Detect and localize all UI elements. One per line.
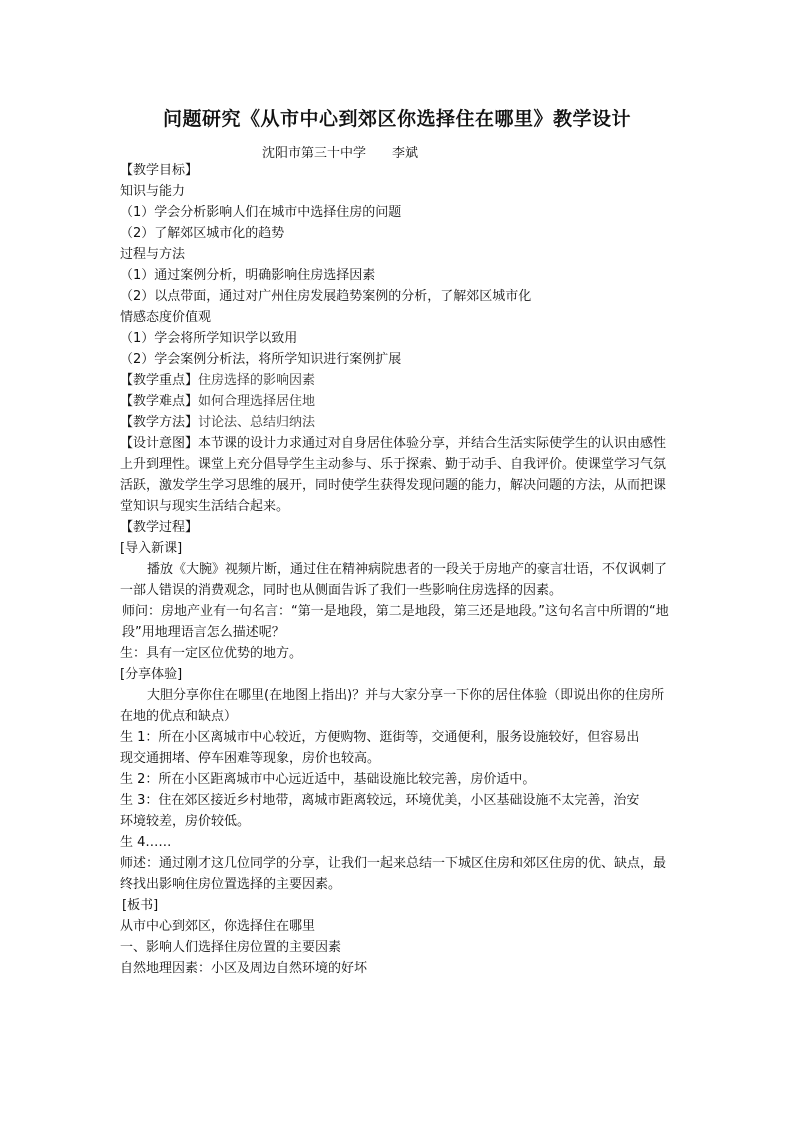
document-title: 问题研究《从市中心到郊区你选择住在哪里》教学设计 — [162, 108, 631, 130]
attitude-item-2: （2）学会案例分析法，将所学知识进行案例扩展 — [120, 352, 402, 367]
process-item-2: （2）以点带面，通过对广州住房发展趋势案例的分析，了解郊区城市化 — [120, 289, 532, 304]
process-section-heading: 【教学过程】 — [120, 520, 199, 535]
knowledge-heading: 知识与能力 — [120, 184, 186, 199]
objectives-heading: 【教学目标】 — [120, 163, 199, 178]
student-3-line-2: 环境较差，房价较低。 — [120, 814, 251, 829]
author-name: 李斌 — [392, 146, 419, 161]
difficulty — [120, 391, 670, 412]
student-2: 生 2：所在小区距离城市中心远近适中，基础设施比较完善，房价适中。 — [120, 772, 536, 787]
process-item-1: （1）通过案例分析，明确影响住房选择因素 — [120, 268, 376, 283]
share-label: [分享体验] — [120, 667, 183, 682]
student-1-line-2: 现交通拥堵、停车困难等现象，房价也较高。 — [120, 751, 381, 766]
design-intent — [120, 433, 670, 517]
method-label: 【教学方法】 — [120, 415, 199, 430]
school-name: 沈阳市第三十中学 — [262, 146, 367, 161]
document-body — [120, 160, 670, 979]
knowledge-item-1: （1）学会分析影响人们在城市中选择住房的问题 — [120, 205, 402, 220]
student-4: 生 4…… — [120, 835, 172, 850]
intro-label: [导入新课] — [120, 541, 183, 556]
board-title: 从市中心到郊区，你选择住在哪里 — [120, 919, 316, 934]
intro-paragraph: 播放《大腕》视频片断，通过住在精神病院患者的一段关于房地产的豪言壮语，不仅讽刺了一部人错误的消费观念，同时也从侧面告诉了我们一些影响住房选择的因素。 — [120, 562, 668, 598]
method — [120, 412, 670, 433]
key-point-text: 住房选择的影响因素 — [198, 373, 316, 388]
teacher-summary: 师述：通过刚才这几位同学的分享，让我们一起来总结一下城区住房和郊区住房的优、缺点，最终找出影响住房位置选择的主要因素。 — [120, 856, 667, 892]
knowledge-item-2: （2）了解郊区城市化的趋势 — [120, 226, 285, 241]
board-section-1: 一、影响人们选择住房位置的主要因素 — [120, 940, 342, 955]
process-heading: 过程与方法 — [120, 247, 186, 262]
student-1-line-1: 生 1：所在小区离城市中心较近，方便购物、逛街等，交通便利，服务设施较好，但容易出 — [120, 730, 640, 745]
share-prompt: 大胆分享你住在哪里(在地图上指出)？并与大家分享一下你的居住体验（即说出你的住房所在地的优点和缺点） — [120, 688, 665, 724]
attitude-item-1: （1）学会将所学知识学以致用 — [120, 331, 298, 346]
key-point-label: 【教学重点】 — [120, 373, 199, 388]
teacher-question: 师问：房地产业有一句名言：“第一是地段，第二是地段，第三还是地段。”这句名言中所谓的“地段”用地理语言怎么描述呢？ — [122, 604, 669, 640]
method-text: 讨论法、总结归纳法 — [198, 415, 316, 430]
attitude-heading: 情感态度价值观 — [120, 310, 212, 325]
design-intent-label: 【设计意图】 — [120, 436, 199, 451]
student-answer: 生：具有一定区位优势的地方。 — [120, 646, 303, 661]
author-line — [262, 142, 418, 161]
board-label: [板书] — [122, 898, 159, 913]
board-natural-factor: 自然地理因素：小区及周边自然环境的好坏 — [120, 961, 368, 976]
design-intent-text: 本节课的设计力求通过对自身居住体验分享，并结合生活实际使学生的认识由感性上升到理性。课堂上充分倡导学生主动参与、乐于探索、勤于动手、自我评价。使课堂学习气氛活跃，激发学生学习思维的展开，同时使学生获得发现问题的能力，解决问题的方法，从而把课堂知识与现实生活结合起来。 — [120, 436, 667, 514]
key-point — [120, 370, 670, 391]
student-3-line-1: 生 3：住在郊区接近乡村地带，离城市距离较远，环境优美，小区基础设施不太完善，治安 — [120, 793, 640, 808]
difficulty-label: 【教学难点】 — [120, 394, 199, 409]
difficulty-text: 如何合理选择居住地 — [198, 394, 316, 409]
